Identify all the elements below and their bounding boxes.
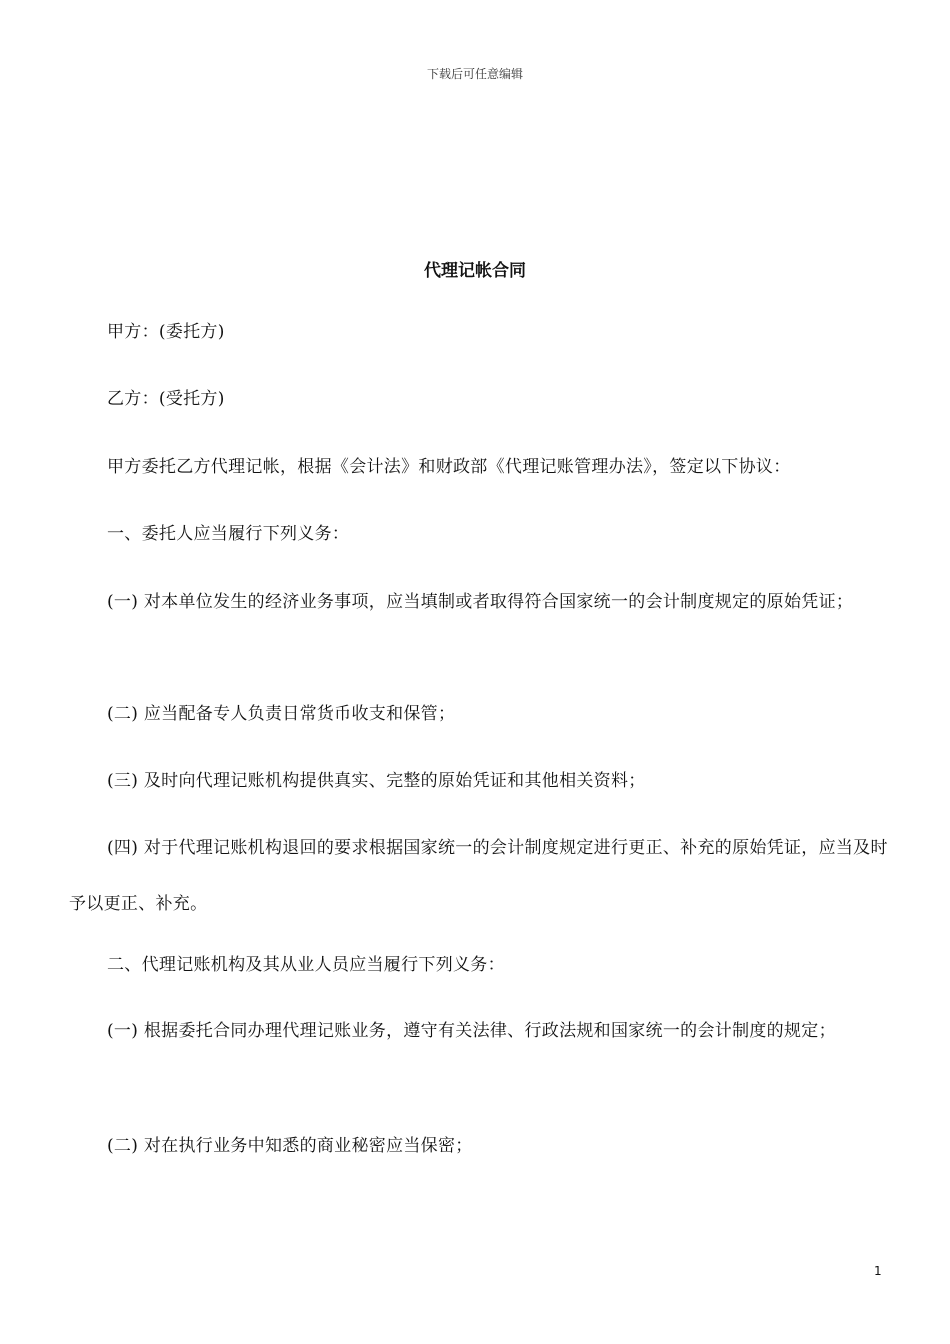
preamble-paragraph: 甲方委托乙方代理记帐，根据《会计法》和财政部《代理记账管理办法》，签定以下协议： (107, 457, 791, 477)
section2-item-2: (二) 对在执行业务中知悉的商业秘密应当保密； (107, 1136, 473, 1156)
header-note: 下载后可任意编辑 (426, 67, 523, 81)
party-b-line: 乙方：(受托方) (107, 389, 225, 409)
section2-heading: 二、代理记账机构及其从业人员应当履行下列义务： (107, 955, 505, 975)
section1-item-1: (一) 对本单位发生的经济业务事项，应当填制或者取得符合国家统一的会计制度规定的原始凭证； (107, 592, 854, 612)
party-a-line: 甲方：(委托方) (107, 322, 225, 342)
section2-item-1: (一) 根据委托合同办理代理记账业务，遵守有关法律、行政法规和国家统一的会计制度的规定； (107, 1021, 836, 1041)
section1-item-3: (三) 及时向代理记账机构提供真实、完整的原始凭证和其他相关资料； (107, 771, 646, 791)
section1-item-4: (四) 对于代理记账机构退回的要求根据国家统一的会计制度规定进行更正、补充的原始凭证，应当及时予以更正、补充。 (69, 838, 888, 914)
section1-item-2: (二) 应当配备专人负责日常货币收支和保管； (107, 704, 456, 724)
page-number: 1 (874, 1264, 882, 1278)
document-title: 代理记帐合同 (424, 261, 526, 281)
section1-heading: 一、委托人应当履行下列义务： (107, 524, 350, 544)
